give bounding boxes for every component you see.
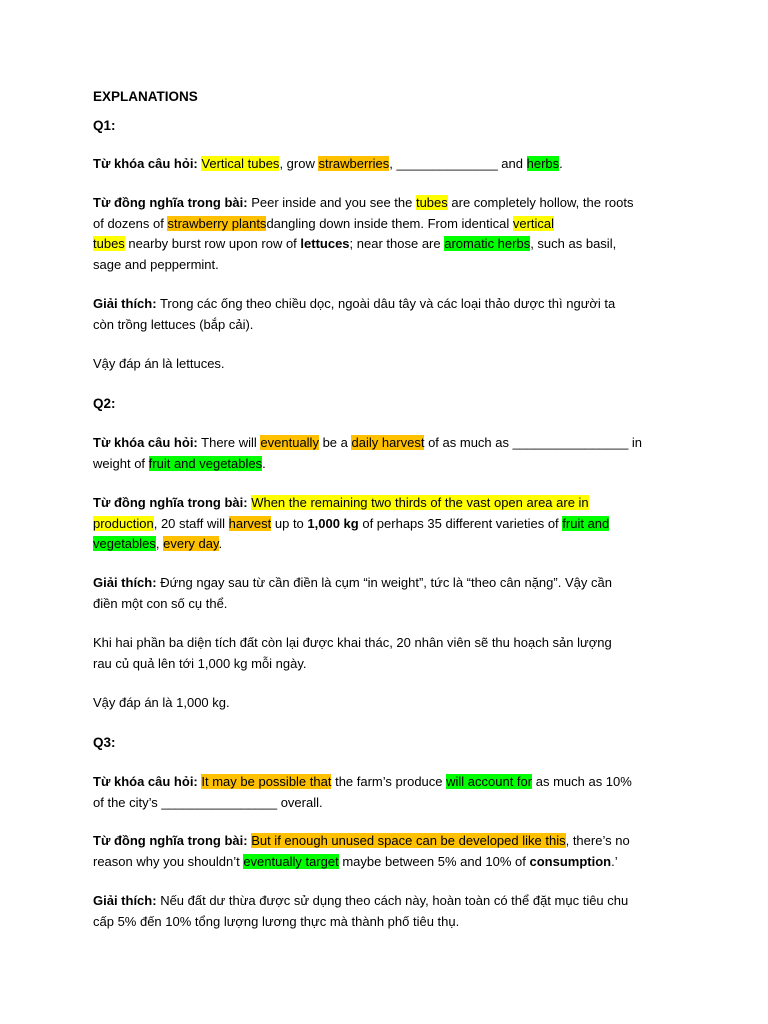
q1-heading: Q1: [93, 118, 116, 133]
q2-heading: Q2: [93, 396, 116, 411]
q1-explanation: Giải thích: Trong các ống theo chiều dọc, ngoài dâu tây và các loại thảo dược thì người ta còn trồng lettuces (bắp cải). [93, 296, 616, 332]
q1-synonyms: Từ đồng nghĩa trong bài: Peer inside and you see the tubes are completely hollow, the roots of dozens of strawberry plantsdangling down inside them. From identical vertical tubes nearby burst row upon row of lettuces; near those are aromatic herbs, such as basil, sage and peppermint. [93, 195, 634, 272]
q2-answer: Vậy đáp án là 1,000 kg. [93, 695, 230, 710]
q2-synonyms: Từ đồng nghĩa trong bài: When the remaining two thirds of the vast open area are in production, 20 staff will harvest up to 1,000 kg of perhaps 35 different varieties of fruit and vegetables, every day. [93, 495, 610, 551]
q3-explanation: Giải thích: Nếu đất dư thừa được sử dụng theo cách này, hoàn toàn có thể đặt mục tiêu chu cấp 5% đến 10% tổng lượng lương thực mà thành phố tiêu thụ. [93, 893, 629, 929]
q2-translation: Khi hai phần ba diện tích đất còn lại được khai thác, 20 nhân viên sẽ thu hoạch sản lượng rau củ quả lên tới 1,000 kg mỗi ngày. [93, 635, 612, 671]
q1-keywords: Từ khóa câu hỏi: Vertical tubes, grow strawberries, ______________ and herbs. [93, 156, 563, 171]
q2-keywords: Từ khóa câu hỏi: There will eventually be a daily harvest of as much as ________________ in weight of fruit and vegetables. [93, 435, 643, 471]
q1-answer: Vậy đáp án là lettuces. [93, 356, 225, 371]
q2-explanation: Giải thích: Đứng ngay sau từ cần điền là cụm “in weight”, tức là “theo cân nặng”. Vậy cần điền một con số cụ thể. [93, 575, 612, 611]
q3-keywords: Từ khóa câu hỏi: It may be possible that the farm’s produce will account for as much as 10% of the city’s ________________ overall. [93, 774, 632, 810]
doc-title: EXPLANATIONS [93, 89, 198, 104]
q3-heading: Q3: [93, 735, 116, 750]
q3-synonyms: Từ đồng nghĩa trong bài: But if enough unused space can be developed like this, there’s no reason why you shouldn’t eventually target maybe between 5% and 10% of consumption.’ [93, 833, 630, 869]
